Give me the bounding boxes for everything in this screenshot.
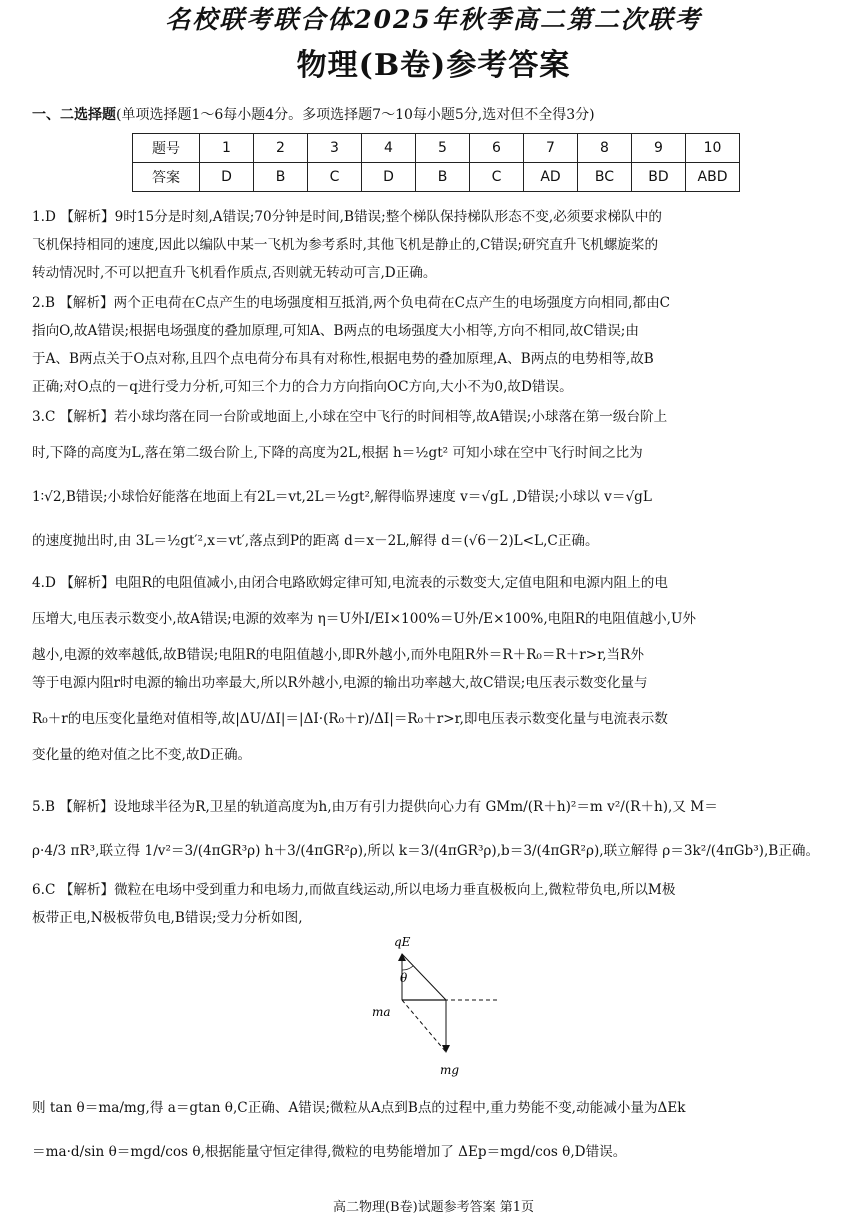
table-cell: 5 bbox=[416, 134, 470, 163]
table-cell: BD bbox=[632, 163, 686, 192]
solution-6-continued bbox=[32, 1086, 832, 1174]
solution-6 bbox=[32, 876, 832, 932]
solution-2 bbox=[32, 289, 832, 401]
table-cell: 4 bbox=[362, 134, 416, 163]
page-footer: 高二物理(B卷)试题参考答案 第1页 bbox=[332, 1200, 535, 1215]
table-cell: 3 bbox=[308, 134, 362, 163]
solution-line: 指向O,故A错误;根据电场强度的叠加原理,可知A、B两点的电场强度大小相等,方向不相同,故C错误;由 bbox=[32, 323, 639, 339]
solution-line: 3.C 【解析】若小球均落在同一台阶或地面上,小球在空中飞行的时间相等,故A错误;小球落在第一级台阶上 bbox=[32, 409, 668, 425]
solution-line: 板带正电,N极板带负电,B错误;受力分析如图, bbox=[32, 910, 303, 926]
solution-5 bbox=[32, 785, 832, 873]
section-note: (单项选择题1～6每小题4分。多项选择题7～10每小题5分,选对但不全得3分) bbox=[116, 107, 595, 123]
solution-line: 等于电源内阻r时电源的输出功率最大,所以R外越小,电源的输出功率越大,故C错误;电压表示数变化量与 bbox=[32, 675, 648, 691]
solution-4 bbox=[32, 569, 832, 769]
table-row-answers bbox=[133, 163, 740, 192]
solution-line: 1.D 【解析】9时15分是时刻,A错误;70分钟是时间,B错误;整个梯队保持梯队形态不变,必须要求梯队中的 bbox=[32, 209, 662, 225]
solution-line: 于A、B两点关于O点对称,且四个点电荷分布具有对称性,根据电势的叠加原理,A、B两点的电势相等,故B bbox=[32, 351, 654, 367]
table-cell: 2 bbox=[254, 134, 308, 163]
table-cell: 8 bbox=[578, 134, 632, 163]
table-cell: B bbox=[254, 163, 308, 192]
solution-line: 正确;对O点的－q进行受力分析,可知三个力的合力方向指向OC方向,大小不为0,故D错误。 bbox=[32, 379, 573, 395]
diagonal-dashed-line bbox=[402, 1000, 446, 1052]
solution-line: 2.B 【解析】两个正电荷在C点产生的电场强度相互抵消,两个负电荷在C点产生的电场强度方向相同,都由C bbox=[32, 295, 671, 311]
solution-line: 6.C 【解析】微粒在电场中受到重力和电场力,而做直线运动,所以电场力垂直极板向上,微粒带负电,所以M极 bbox=[32, 882, 676, 898]
solution-line: 4.D 【解析】电阻R的电阻值减小,由闭合电路欧姆定律可知,电流表的示数变大,定值电阻和电源内阻上的电 bbox=[32, 575, 668, 591]
solution-line: 时,下降的高度为L,落在第二级台阶上,下降的高度为2L,根据 h＝½gt² 可知小球在空中飞行时间之比为 bbox=[32, 445, 643, 461]
page-title: 物理(B卷)参考答案 bbox=[296, 48, 571, 83]
table-cell: BC bbox=[578, 163, 632, 192]
solution-line: 的速度抛出时,由 3L＝½gt′²,x＝vt′,落点到P的距离 d＝x－2L,解得 d＝(√6－2)L<L,C正确。 bbox=[32, 533, 599, 549]
answer-table bbox=[132, 133, 740, 192]
angle-arc bbox=[402, 966, 413, 970]
solution-line: 压增大,电压表示数变小,故A错误;电源的效率为 η＝U外I/EI×100%＝U外/E×100%,电阻R的电阻值越小,U外 bbox=[32, 611, 697, 627]
table-cell: 1 bbox=[200, 134, 254, 163]
label-mg: mg bbox=[440, 1063, 460, 1077]
table-cell: 6 bbox=[470, 134, 524, 163]
solution-line: 越小,电源的效率越低,故B错误;电阻R的电阻值越小,即R外越小,而外电阻R外＝R＋R₀＝R＋r>r,当R外 bbox=[32, 647, 644, 663]
table-cell: B bbox=[416, 163, 470, 192]
solution-3 bbox=[32, 403, 832, 563]
solution-line: 飞机保持相同的速度,因此以编队中某一飞机为参考系时,其他飞机是静止的,C错误;研究直升飞机螺旋桨的 bbox=[32, 237, 659, 253]
row-header-number: 题号 bbox=[133, 134, 200, 163]
resultant-line bbox=[402, 954, 446, 1000]
section-label: 一、二选择题 bbox=[32, 107, 116, 123]
solution-line: 转动情况时,不可以把直升飞机看作质点,否则就无转动可言,D正确。 bbox=[32, 265, 437, 281]
table-cell: AD bbox=[524, 163, 578, 192]
table-cell: 9 bbox=[632, 134, 686, 163]
solution-line: 1∶√2,B错误;小球恰好能落在地面上有2L＝vt,2L＝½gt²,解得临界速度 v＝√gL ,D错误;小球以 v＝√gL bbox=[32, 489, 652, 505]
label-theta: θ bbox=[400, 971, 408, 985]
solution-line: 则 tan θ＝ma/mg,得 a＝gtan θ,C正确、A错误;微粒从A点到B点的过程中,重力势能不变,动能减小量为ΔEk bbox=[32, 1100, 686, 1116]
solution-line: 变化量的绝对值之比不变,故D正确。 bbox=[32, 747, 252, 763]
table-row-numbers bbox=[133, 134, 740, 163]
label-ma: ma bbox=[372, 1005, 391, 1019]
table-cell: D bbox=[362, 163, 416, 192]
table-cell: D bbox=[200, 163, 254, 192]
table-cell: C bbox=[470, 163, 524, 192]
table-cell: 10 bbox=[686, 134, 740, 163]
table-cell: ABD bbox=[686, 163, 740, 192]
section-heading bbox=[32, 104, 595, 124]
force-diagram bbox=[362, 930, 502, 1082]
solution-line: 5.B 【解析】设地球半径为R,卫星的轨道高度为h,由万有引力提供向心力有 GMm/(R＋h)²＝m v²/(R＋h),又 M＝ bbox=[32, 799, 718, 815]
exam-title: 名校联考联合体2025年秋季高二第二次联考 bbox=[165, 5, 702, 34]
table-cell: C bbox=[308, 163, 362, 192]
solution-1 bbox=[32, 203, 832, 287]
row-header-answer: 答案 bbox=[133, 163, 200, 192]
solution-line: R₀＋r的电压变化量绝对值相等,故|ΔU/ΔI|＝|ΔI·(R₀＋r)/ΔI|＝R₀＋r>r,即电压表示数变化量与电流表示数 bbox=[32, 711, 668, 727]
solution-line: ＝ma·d/sin θ＝mgd/cos θ,根据能量守恒定律得,微粒的电势能增加了 ΔEp＝mgd/cos θ,D错误。 bbox=[32, 1144, 627, 1160]
table-cell: 7 bbox=[524, 134, 578, 163]
solution-line: ρ·4/3 πR³,联立得 1/v²＝3/(4πGR³ρ) h＋3/(4πGR²ρ),所以 k＝3/(4πGR³ρ),b＝3/(4πGR²ρ),联立解得 ρ＝3k²/(4πGb³),B正确。 bbox=[32, 843, 820, 859]
label-qE: qE bbox=[394, 935, 411, 949]
